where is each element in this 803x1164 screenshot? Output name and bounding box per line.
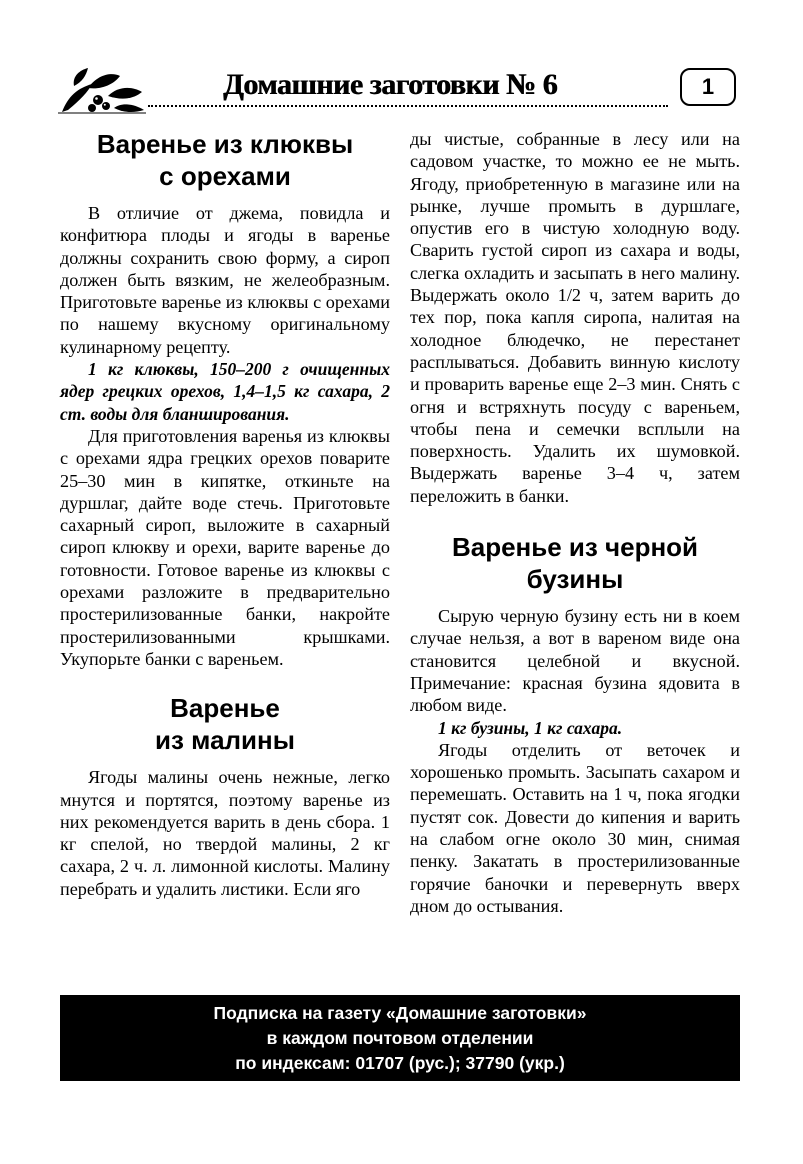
- heading-line: Варенье из клюквы: [96, 129, 354, 159]
- article-heading-cranberry: [60, 128, 390, 192]
- article-paragraph: В отличие от джема, повидла и конфитюра плоды и ягоды в варенье должны сохранить свою форму, а сироп должен быть вязким, не желеобразным. Приготовьте варенье из клюквы с орехами по нашему вкусному оригинальному кулинарному рецепту.: [60, 203, 390, 357]
- ingredients-line: 1 кг клюквы, 150–200 г очищенных ядер грецких орехов, 1,4–1,5 кг сахара, 2 ст. воды для бланширования.: [60, 359, 390, 424]
- heading-line: с орехами: [159, 161, 291, 191]
- article-paragraph: Ягоды малины очень нежные, легко мнутся и портятся, поэтому варенье из них рекомендуется варить в день сбора. 1 кг спелой, но твердой малины, 2 кг сахара, 2 ч. л. лимонной кислоты. Малину перебрать и удалить листики. Если яго: [60, 767, 390, 899]
- banner-line: Подписка на газету «Домашние заготовки»: [213, 1003, 587, 1023]
- heading-line: Варенье из черной: [451, 532, 699, 563]
- article-heading-elderberry: [410, 531, 740, 595]
- heading-line: Варенье: [170, 693, 280, 724]
- heading-line: из малины: [155, 725, 295, 756]
- leaves-berries-icon: [58, 66, 146, 114]
- article-paragraph: Сырую черную бузину есть ни в коем случае нельзя, а вот в вареном виде она становится целебной и вкусной. Примечание: красная бузина ядовита в любом виде.: [410, 606, 740, 716]
- page-number: 1: [680, 68, 736, 106]
- article-paragraph-continued: ды чистые, собранные в лесу или на садовом участке, то можно ее не мыть. Ягоду, приобретенную в магазине или на рынке, лучше промыть в дуршлаге, опустив его в чистую холодную воду. Сварить густой сироп из сахара и воды, слегка охладить и засыпать в него малину. Выдержать около 1/2 ч, затем варить до тех пор, пока капля сиропа, налитая на холодное блюдечко, не перестанет расплываться. Добавить винную кислоту и проварить варенье еще 2–3 мин. Снять с огня и встряхнуть посуду с вареньем, чтобы пена и семечки всплыли на поверхность. Удалить их шумовкой. Выдержать варенье 3–4 ч, затем переложить в банки.: [410, 129, 740, 506]
- subscription-banner: [60, 995, 740, 1081]
- page-header: [58, 66, 748, 116]
- banner-line: в каждом почтовом отделении: [266, 1028, 534, 1048]
- article-paragraph: Ягоды отделить от веточек и хорошенько промыть. Засыпать сахаром и перемешать. Оставить на 1 ч, пока ягодки пустят сок. Довести до кипения и варить на слабом огне около 30 мин, снимая пенку. Закатать в простерилизованные горячие баночки и перевернуть вверх дном до остывания.: [410, 739, 740, 916]
- heading-line: бузины: [526, 564, 624, 595]
- right-column: [410, 128, 740, 917]
- ingredients-line: 1 кг бузины, 1 кг сахара.: [438, 717, 623, 738]
- header-divider: [148, 105, 668, 107]
- page-title: Домашние заготовки № 6: [223, 68, 558, 101]
- banner-line: по индексам: 01707 (рус.); 37790 (укр.): [235, 1053, 565, 1073]
- article-heading-raspberry: [60, 692, 390, 756]
- left-column: [60, 128, 390, 900]
- article-paragraph: Для приготовления варенья из клюквы с орехами ядра грецких орехов поварите 25–30 мин в кипятке, откиньте на дуршлаг, дайте воде стечь. Приготовьте сахарный сироп, выложите в сахарный сироп клюкву и орехи, варите варенье до готовности. Готовое варенье из клюквы с орехами разложите в предварительно простерилизованные банки, накройте простерилизованными крышками. Укупорьте банки с вареньем.: [60, 425, 390, 669]
